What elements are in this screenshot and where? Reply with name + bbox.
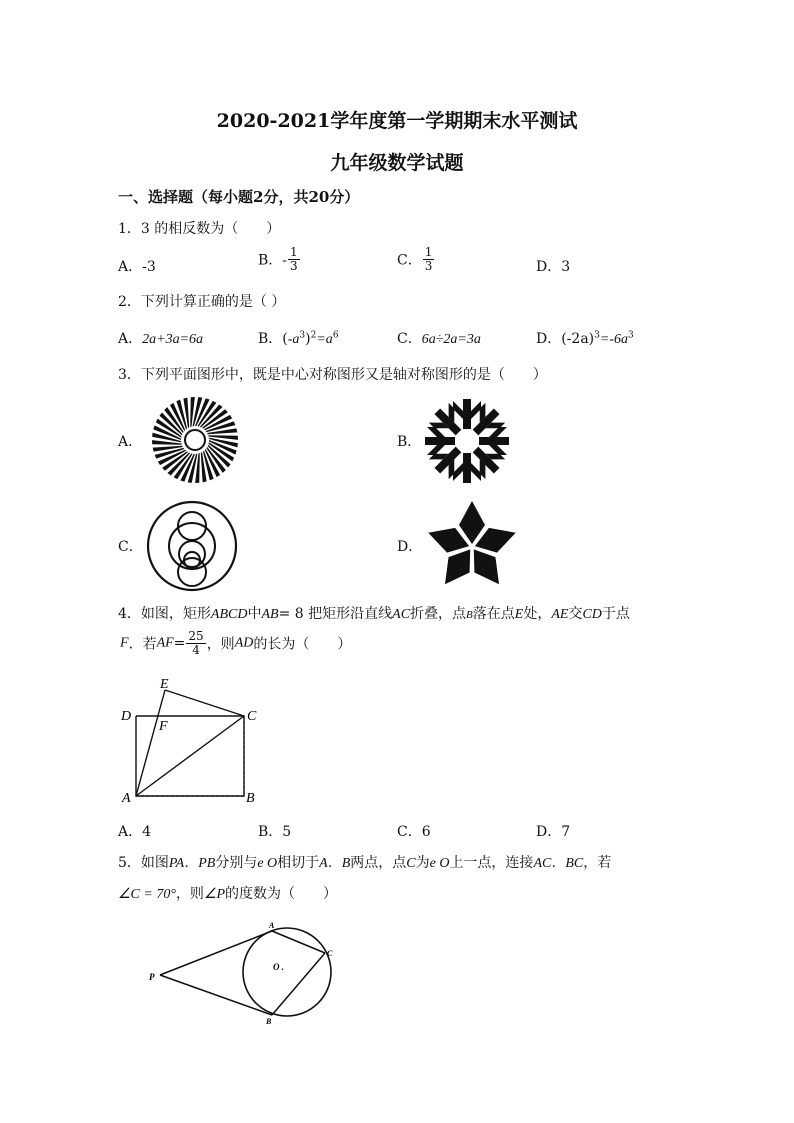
q4-var: AE bbox=[551, 607, 569, 622]
q3-label-b: B． bbox=[397, 434, 422, 450]
q4-var: AD bbox=[234, 635, 254, 651]
q4-frac-den: 4 bbox=[192, 643, 200, 657]
q5-var: ∠P bbox=[203, 887, 226, 902]
q4-option-c: C．6 bbox=[397, 824, 431, 840]
q4-var: CD bbox=[582, 607, 602, 622]
q4-label-d: D bbox=[121, 709, 132, 724]
q4-text: ．若 bbox=[128, 636, 157, 653]
q1-option-c bbox=[397, 246, 435, 273]
q3-figure-c-circles bbox=[146, 500, 238, 592]
q5-var: ∠C = 70° bbox=[118, 887, 176, 902]
q5-text: 的度数为（ ） bbox=[225, 886, 338, 902]
q5-text: 5．如图 bbox=[118, 855, 169, 871]
q5-var: A．B bbox=[319, 856, 351, 871]
q4-var: ABCD bbox=[210, 607, 248, 622]
snowflake-arm bbox=[453, 399, 481, 429]
q5-circle-o bbox=[243, 928, 331, 1016]
q4-label-f: F bbox=[159, 719, 168, 734]
q4-text: 落在点 bbox=[472, 606, 515, 622]
q2-a-prefix: A． bbox=[118, 331, 143, 347]
snowflake-arm bbox=[466, 440, 507, 481]
q4-text: = bbox=[173, 635, 186, 652]
q1-c-num: 1 bbox=[424, 245, 433, 259]
q3-figure-a-sunburst bbox=[150, 395, 240, 485]
q4-line-ec bbox=[165, 690, 244, 716]
q4-var: B bbox=[466, 609, 473, 621]
q4-text: ，则 bbox=[206, 636, 235, 653]
q2-option-d bbox=[536, 328, 634, 348]
q2-d-exp1: 3 bbox=[594, 330, 600, 341]
q1-b-fraction bbox=[288, 246, 300, 273]
q5-figure-tangents bbox=[145, 920, 345, 1030]
q2-c-prefix: C． bbox=[397, 331, 422, 347]
q2-b-exp2: 2 bbox=[310, 330, 317, 341]
q1-c-fraction bbox=[423, 246, 435, 273]
q1-option-d: D．3 bbox=[536, 259, 571, 275]
q4-var: AF bbox=[156, 635, 174, 651]
q2-b-exp3: 6 bbox=[332, 330, 339, 341]
q4-label-e: E bbox=[160, 677, 169, 692]
q1-c-prefix: C． bbox=[397, 252, 422, 269]
q5-line-pa bbox=[160, 931, 272, 975]
q3-figure-b-snowflake bbox=[423, 397, 511, 485]
q1-b-prefix: B．- bbox=[258, 252, 288, 269]
q5-var: AC．BC bbox=[533, 856, 584, 871]
q5-text: ，则 bbox=[175, 886, 204, 902]
q5-text: 相切于 bbox=[277, 855, 320, 871]
q4-label-b: B bbox=[246, 791, 255, 806]
q1-b-num: 1 bbox=[290, 245, 298, 259]
q5-text: 两点，点 bbox=[350, 855, 407, 871]
q4-label-c: C bbox=[247, 709, 257, 724]
q3-stem: 3．下列平面图形中，既是中心对称图形又是轴对称图形的是（ ） bbox=[118, 367, 547, 383]
q2-b-exp1: 3 bbox=[299, 330, 306, 341]
q5-line-ac bbox=[272, 931, 325, 953]
star-rhombus bbox=[459, 501, 485, 544]
q1-c-den: 3 bbox=[424, 259, 433, 273]
q5-label-c: C bbox=[327, 949, 333, 958]
q5-var: e O bbox=[257, 856, 278, 871]
snowflake-arm bbox=[453, 453, 481, 483]
q4-stem-line1 bbox=[118, 603, 630, 623]
q1-stem: 1．3 的相反数为（ ） bbox=[118, 221, 281, 237]
q5-line-pb bbox=[160, 975, 272, 1015]
q2-c-expr: 6a÷2a=3a bbox=[421, 332, 481, 347]
q4-text: 中 bbox=[247, 606, 262, 622]
q2-option-a bbox=[118, 328, 203, 348]
q4-text: 交 bbox=[568, 606, 583, 622]
q4-label-a: A bbox=[122, 791, 131, 806]
section-heading: 一、选择题（每小题2分，共20分） bbox=[118, 188, 360, 206]
exam-title: 2020-2021学年度第一学期期末水平测试 bbox=[216, 110, 578, 132]
q2-a-expr: 2a+3a=6a bbox=[142, 332, 204, 347]
q4-text: 的长为（ ） bbox=[253, 636, 352, 653]
q4-option-a: A．4 bbox=[118, 824, 152, 840]
q4-var: E bbox=[514, 607, 524, 622]
q2-d-prefix: D．(-2a) bbox=[536, 331, 595, 347]
q5-label-b: B bbox=[266, 1017, 272, 1026]
q2-b-prefix: B．( bbox=[258, 331, 288, 347]
q4-text: 于点 bbox=[601, 606, 630, 622]
q5-var: PA．PB bbox=[168, 856, 216, 871]
snowflake-arm bbox=[479, 427, 509, 455]
q5-var: C bbox=[406, 856, 416, 871]
q2-stem: 2．下列计算正确的是（ ） bbox=[118, 294, 286, 310]
q4-option-d: D．7 bbox=[536, 824, 571, 840]
q5-label-p: P bbox=[149, 972, 155, 982]
exam-subtitle: 九年级数学试题 bbox=[330, 152, 464, 174]
q4-var: F bbox=[120, 635, 129, 651]
q4-figure-rectangle-fold bbox=[115, 672, 275, 812]
q2-b-eq: =a bbox=[316, 332, 333, 347]
q4-diagonal-ac bbox=[136, 716, 244, 796]
q4-var: AC bbox=[392, 607, 411, 622]
q3-figure-d-star bbox=[424, 497, 520, 593]
q4-text: 折叠，点 bbox=[410, 606, 467, 622]
q3-label-c: C． bbox=[118, 539, 143, 555]
q2-b-base: -a bbox=[287, 332, 300, 347]
snowflake-arm bbox=[427, 440, 468, 481]
q4-text: 处， bbox=[523, 606, 552, 622]
q1-option-a: A．-3 bbox=[118, 259, 156, 275]
q4-fraction bbox=[186, 630, 205, 657]
q5-stem-line1 bbox=[118, 852, 611, 872]
snowflake-arm bbox=[425, 427, 455, 455]
q5-var: e O bbox=[429, 856, 450, 871]
q4-frac-num: 25 bbox=[188, 629, 204, 643]
q2-d-exp2: 3 bbox=[627, 330, 634, 341]
q4-text: 4．如图，矩形 bbox=[118, 606, 211, 622]
q5-label-o: O . bbox=[273, 962, 284, 972]
q4-option-b: B．5 bbox=[258, 824, 292, 840]
q3-label-a: A． bbox=[118, 434, 143, 450]
q4-stem-line2 bbox=[120, 630, 351, 657]
q4-var: AB bbox=[261, 607, 279, 622]
q5-label-a: A bbox=[269, 921, 275, 930]
q4-text: = 8 把矩形沿直线 bbox=[278, 606, 393, 622]
q2-option-c bbox=[397, 328, 481, 348]
q5-text: 分别与 bbox=[215, 855, 258, 871]
snowflake-arm bbox=[427, 401, 468, 442]
q1-b-den: 3 bbox=[290, 259, 298, 273]
q5-text: 上一点，连接 bbox=[449, 855, 534, 871]
q5-stem-line2 bbox=[118, 883, 337, 903]
q3-label-d: D． bbox=[397, 539, 423, 555]
q1-option-b bbox=[258, 246, 301, 273]
snowflake-arm bbox=[466, 401, 507, 442]
q5-text: ，若 bbox=[583, 855, 612, 871]
q5-text: 为 bbox=[415, 855, 430, 871]
q2-option-b bbox=[258, 328, 339, 348]
q2-d-eq: =-6a bbox=[599, 332, 628, 347]
q2-b-mid: ) bbox=[305, 331, 311, 347]
q4-line-ae bbox=[136, 690, 165, 796]
